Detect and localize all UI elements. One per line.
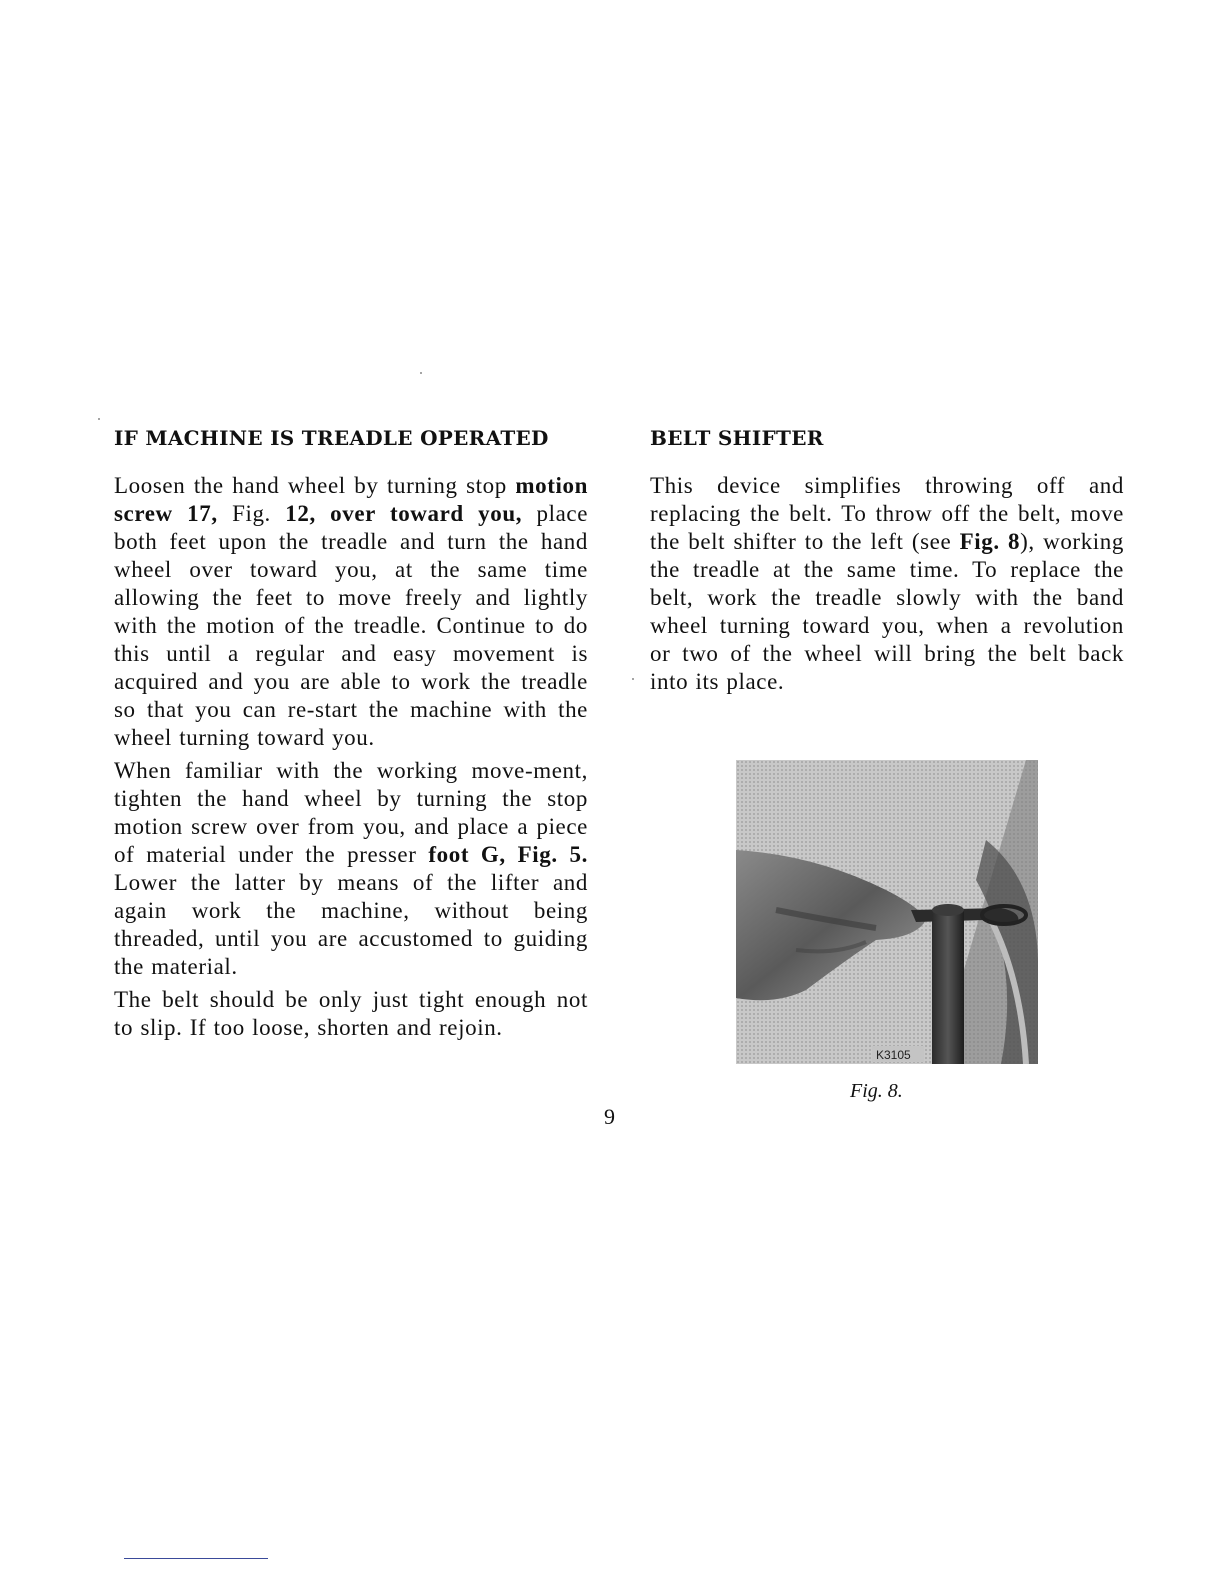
bold-run: 12, over toward you, bbox=[285, 501, 523, 526]
text-run: Fig. bbox=[232, 501, 286, 526]
scan-speck bbox=[420, 372, 422, 374]
text-run: When familiar with the working move-ment, tighten the hand wheel by turning the stop motion screw over from you, and place a piece of material under the presser bbox=[114, 758, 588, 867]
right-column bbox=[650, 424, 1124, 701]
bold-run: motion screw 17, bbox=[114, 473, 588, 526]
page-number: 9 bbox=[604, 1104, 615, 1129]
paragraph-belt-tightness: The belt should be only just tight enough not to slip. If too loose, shorten and rejoin. bbox=[114, 987, 588, 1040]
paragraph-belt-shifter bbox=[650, 472, 1124, 696]
section-heading-treadle: IF MACHINE IS TREADLE OPERATED bbox=[114, 426, 549, 450]
section-heading-belt-shifter: BELT SHIFTER bbox=[650, 426, 824, 450]
paragraph-familiar-movement bbox=[114, 757, 588, 981]
photo-code-label: K3105 bbox=[876, 1048, 911, 1062]
text-run: Loosen the hand wheel by turning stop bbox=[114, 473, 516, 498]
bold-run: Fig. 8 bbox=[959, 529, 1021, 554]
belt-shifter-photo bbox=[736, 760, 1038, 1064]
left-column bbox=[114, 424, 588, 1047]
scan-speck bbox=[98, 418, 100, 420]
photo-illustration bbox=[736, 760, 1038, 1064]
text-run: Lower the latter by means of the lifter and again work the machine, without being threaded, until you are accustomed to guiding the material. bbox=[114, 870, 588, 979]
text-run: This device simplifies throwing off and replacing the belt. To throw off the belt, move the belt shifter to the left (see bbox=[650, 473, 1124, 554]
bold-run: foot G, Fig. 5. bbox=[428, 842, 589, 867]
paragraph-loosen-hand-wheel bbox=[114, 472, 588, 752]
figure-caption: Fig. 8. bbox=[850, 1080, 903, 1102]
footnote-rule bbox=[124, 1558, 268, 1559]
text-run: place both feet upon the treadle and turn the hand wheel over toward you, at the same time allowing the feet to move freely and lightly with the motion of the treadle. Continue to do this until a regular and easy movement is acquired and you are able to work the treadle so that you can re-start the machine with the wheel turning toward you. bbox=[114, 501, 589, 750]
scan-speck bbox=[632, 678, 634, 680]
text-run: ), working the treadle at the same time. To replace the belt, work the treadle slowly with the band wheel turning toward you, when a revolution or two of the wheel will bring the belt back into its place. bbox=[650, 529, 1124, 694]
